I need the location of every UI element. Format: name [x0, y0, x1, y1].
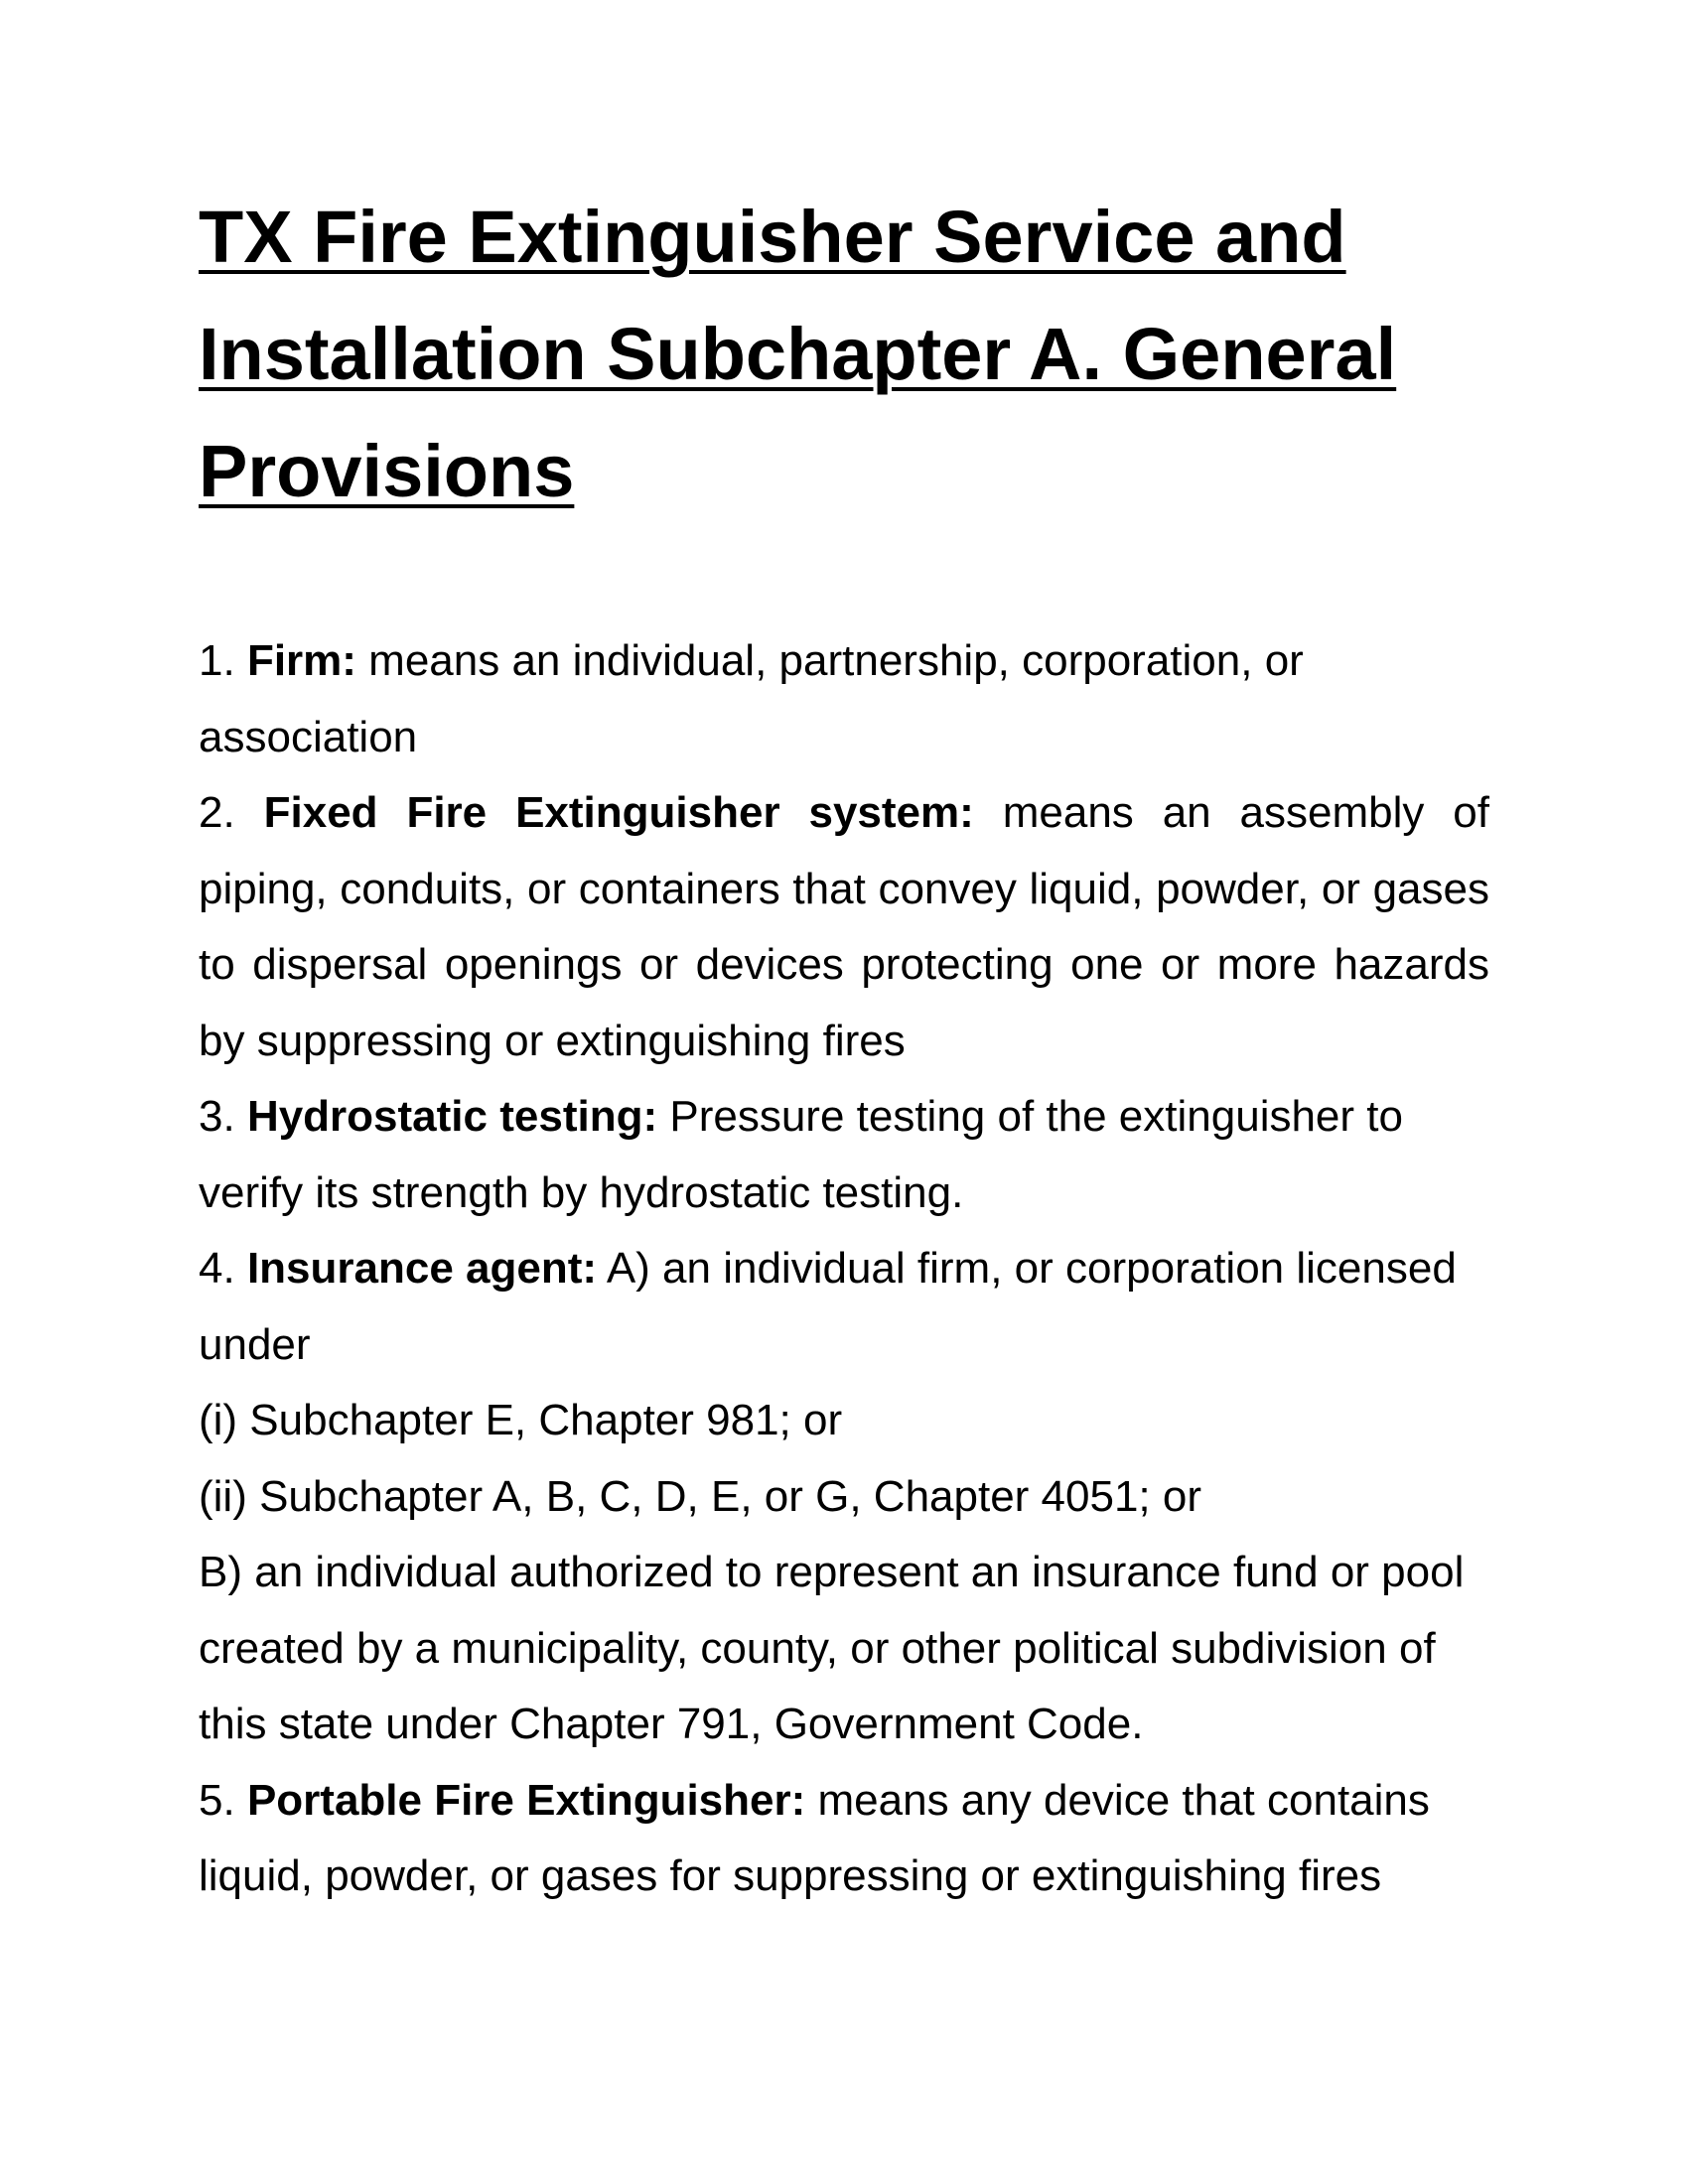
definition-term: Fixed Fire Extinguisher system: [263, 788, 974, 837]
definition-fixed-system [199, 775, 1489, 1079]
definition-number: 3. [199, 1092, 235, 1141]
definition-insurance-agent [199, 1231, 1489, 1383]
definition-text: means an assembly of piping, conduits, or containers that convey liquid, powder, or gases to dispersal openings or devices protecting one or more hazards by suppressing or extinguishing fires [199, 788, 1490, 1065]
definition-number: 5. [199, 1775, 235, 1825]
definition-term: Firm: [246, 636, 356, 685]
definition-term: Hydrostatic testing: [246, 1092, 658, 1141]
definition-text: means an individual, partnership, corporation, or association [199, 636, 1304, 761]
definition-number: 1. [199, 636, 235, 685]
definition-text: Pressure testing of the extinguisher to verify its strength by hydrostatic testing. [199, 1092, 1403, 1217]
definition-portable-extinguisher [199, 1763, 1489, 1915]
document-page [199, 179, 1489, 1915]
title-line: Provisions [199, 430, 575, 512]
insurance-agent-sub-item: (ii) Subchapter A, B, C, D, E, or G, Chapter 4051; or [199, 1471, 1202, 1521]
definition-number: 2. [199, 788, 235, 837]
insurance-agent-sub-item: (i) Subchapter E, Chapter 981; or [199, 1396, 843, 1444]
document-title [199, 179, 1489, 530]
definition-term: Portable Fire Extinguisher: [246, 1775, 806, 1825]
insurance-agent-sub-item: B) an individual authorized to represent an insurance fund or pool created by a municipality, county, or other political subdivision of this state under Chapter 791, Government Code. [199, 1548, 1465, 1748]
definitions-list [199, 623, 1489, 1915]
title-line: TX Fire Extinguisher Service and [199, 196, 1346, 278]
title-line: Installation Subchapter A. General [199, 313, 1397, 395]
definition-hydrostatic-testing [199, 1079, 1489, 1231]
definition-text: means any device that contains liquid, powder, or gases for suppressing or extinguishing fires [199, 1775, 1430, 1900]
definition-firm [199, 623, 1489, 775]
definition-text: A) an individual firm, or corporation licensed under [199, 1244, 1457, 1369]
definition-term: Insurance agent: [246, 1244, 598, 1293]
definition-number: 4. [199, 1244, 235, 1293]
